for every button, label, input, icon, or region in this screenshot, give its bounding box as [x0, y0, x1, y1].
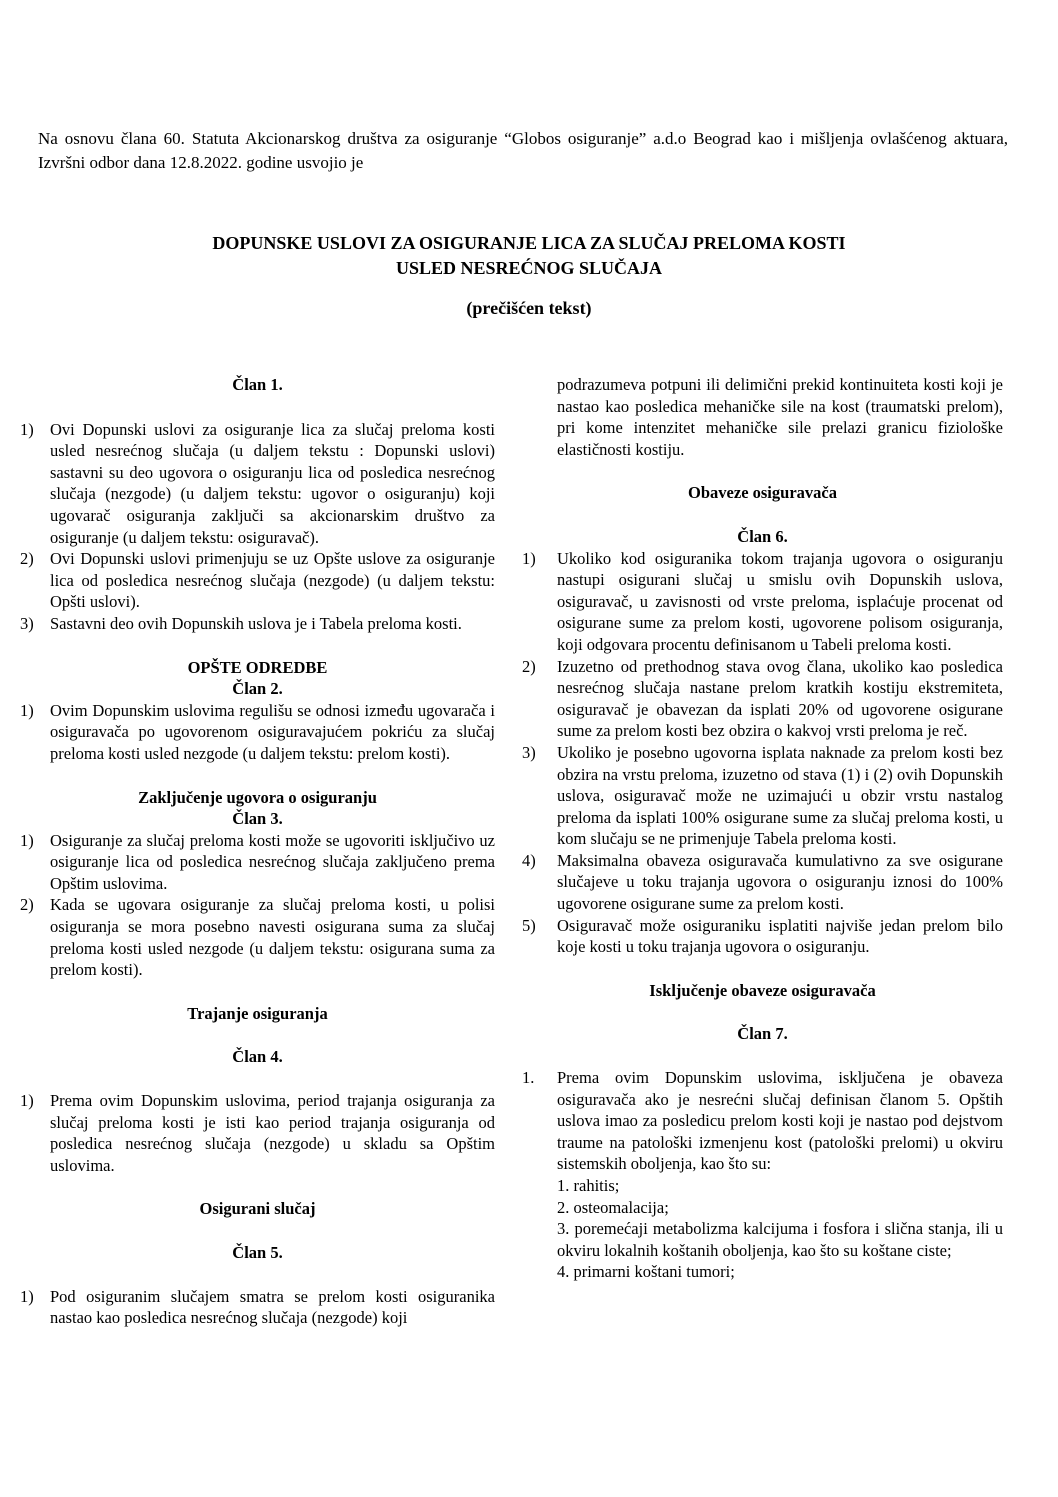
obaveze-heading: Obaveze osiguravača: [688, 483, 837, 503]
clan6-item-2: 2) Izuzetno od prethodnog stava ovog člana, ukoliko kao posledica nesrećnog slučaja nastane prelom kratkih kostiju ekstremiteta, osiguravač je obavezan da isplati 20% od ugovorene osigurane sume za prelom kosti bez obzira o kakvoj vrsti preloma je reč.: [522, 656, 1003, 741]
clan6-item-5: 5) Osiguravač može osiguraniku isplatiti najviše jedan prelom bilo koje kosti u toku trajanja ugovora o osiguranju.: [522, 915, 1003, 957]
clan7-subitem-2: 2. osteomalacija;: [557, 1197, 669, 1217]
clan6-heading: Član 6.: [737, 526, 788, 546]
clan7-subitem-4: 4. primarni koštani tumori;: [557, 1262, 735, 1282]
clan3-heading: Član 3.: [232, 809, 283, 829]
document-subtitle: (prečišćen tekst): [466, 298, 592, 318]
opste-odredbe-heading: OPŠTE ODREDBE: [187, 657, 328, 677]
trajanje-heading: Trajanje osiguranja: [187, 1003, 328, 1023]
clan1-item-2: 2) Ovi Dopunski uslovi primenjuju se uz Opšte uslove za osiguranje lica od posledica nesrećnog slučaja (nezgode) (u daljem tekstu: Opšti uslovi).: [20, 549, 495, 612]
clan7-item-1: 1. Prema ovim Dopunskim uslovima, isključena je obaveza osiguravača ako je nesrećni slučaj definisan članom 5. Opštih uslova imao za posledicu prelom kosti koji je nastao pod dejstvom traume na patološki izmenjenu kost (patološki prelomi) u okviru sistemskih oboljenja, kao što su:: [522, 1068, 1003, 1174]
preamble: Na osnovu člana 60. Statuta Akcionarskog društva za osiguranje “Globos osiguranje” a.d.o Beograd kao i mišljenja ovlašćenog aktuara, Izvršni odbor dana 12.8.2022. godine usvojio je: [38, 129, 1008, 172]
document-title-line2: USLED NESREĆNOG SLUČAJA: [395, 258, 663, 278]
clan5-item-1: 1) Pod osiguranim slučajem smatra se prelom kosti osiguranika nastao kao posledica nesrećnog slučaja (nezgode) koji: [20, 1286, 495, 1328]
clan6-item-4: 4) Maksimalna obaveza osiguravača kumulativno za sve osigurane slučajeve u toku trajanja ugovora o osiguranju iznosi do 100% ugovorene osigurane sume za prelom kosti.: [522, 850, 1003, 914]
clan1-item-3: 3) Sastavni deo ovih Dopunskih uslova je i Tabela preloma kosti.: [20, 613, 462, 633]
clan5-heading: Član 5.: [232, 1243, 283, 1262]
clan6-item-3: 3) Ukoliko je posebno ugovorna isplata naknade za prelom kosti bez obzira na vrstu preloma, izuzetno od stava (1) i (2) ovih Dopunskih uslova, osiguravač može ne uzimajući u obzir vrstu nastalog preloma da isplati 100% osigurane sume za slučaj preloma kosti, u kom slučaju se ne primenjuje Tabela preloma kosti.: [522, 742, 1003, 849]
document-title-line1: DOPUNSKE USLOVI ZA OSIGURANJE LICA ZA SLUČAJ PRELOMA KOSTI: [212, 233, 846, 253]
zakljucenje-heading: Zaključenje ugovora o osiguranju: [138, 787, 377, 807]
clan7-heading: Član 7.: [737, 1024, 788, 1044]
clan7-subitem-1: 1. rahitis;: [557, 1176, 620, 1195]
clan6-item-1: 1) Ukoliko kod osiguranika tokom trajanja ugovora o osiguranju nastupi osigurani slučaj u smislu ovih Dopunskih uslova, osiguravač, u zavisnosti od vrste preloma, isplaćuje procenat od osigurane sume za prelom kosti, ugovorene polisom osiguranja, koji odgovara procentu definisanom u Tabeli preloma kosti.: [522, 548, 1003, 654]
clan4-heading: Član 4.: [232, 1047, 283, 1067]
clan1-item-1: 1) Ovi Dopunski uslovi za osiguranje lica za slučaj preloma kosti usled nesrećnog slučaja (u daljem tekstu : Dopunski uslovi) sastavni su deo ugovora o osiguranju lica od posledica nesrećnog slučaja (nezgode) (u daljem tekstu: ugovor o osiguranju) koji ugovarač osiguranja zaključi sa akcionarskim društvo za osiguranje (u daljem tekstu: osiguravač).: [20, 419, 495, 547]
clan7-subitem-3: 3. poremećaji metabolizma kalcijuma i fosfora i slična stanja, ili u okviru lokalnih koštanih oboljenja, kao što su koštane ciste;: [557, 1219, 1003, 1260]
iskljucenje-heading: Isključenje obaveze osiguravača: [649, 980, 876, 1000]
clan5-continuation: podrazumeva potpuni ili delimični prekid kontinuiteta kosti koji je nastao kao posledica mehaničke sile na kost (traumatski prelom), pri kome intenzitet mehaničke sile prelazi granicu fiziološke elastičnosti kostiju.: [557, 375, 1003, 459]
left-column: [20, 374, 495, 1329]
clan4-item-1: 1) Prema ovim Dopunskim uslovima, period trajanja osiguranja za slučaj preloma kosti je isti kao period trajanja osiguranja od posledica nesrećnog slučaja (nezgode) u skladu sa Opštim uslovima.: [20, 1091, 495, 1175]
clan3-item-2: 2) Kada se ugovara osiguranje za slučaj preloma kosti, u polisi osiguranja se mora posebno navesti osigurana suma za slučaj preloma kosti usled nezgode (u daljem tekstu: osigurana suma za prelom kosti).: [20, 895, 495, 980]
clan2-item-1: 1) Ovim Dopunskim uslovima regulišu se odnosi između ugovarača i osiguravača po ugovorenom osiguravajućem pokriću za slučaj preloma kosti usled nezgode (u daljem tekstu: prelom kosti).: [20, 700, 495, 763]
right-column: [522, 374, 1003, 1283]
clan1-heading: Član 1.: [232, 375, 283, 394]
clan3-item-1: 1) Osiguranje za slučaj preloma kosti može se ugovoriti isključivo uz osiguranje lica od posledica nesrećnog slučaja zaključeno prema Opštim uslovima.: [20, 830, 495, 893]
osigurani-slucaj-heading: Osigurani slučaj: [199, 1199, 316, 1219]
clan2-heading: Član 2.: [232, 679, 283, 699]
